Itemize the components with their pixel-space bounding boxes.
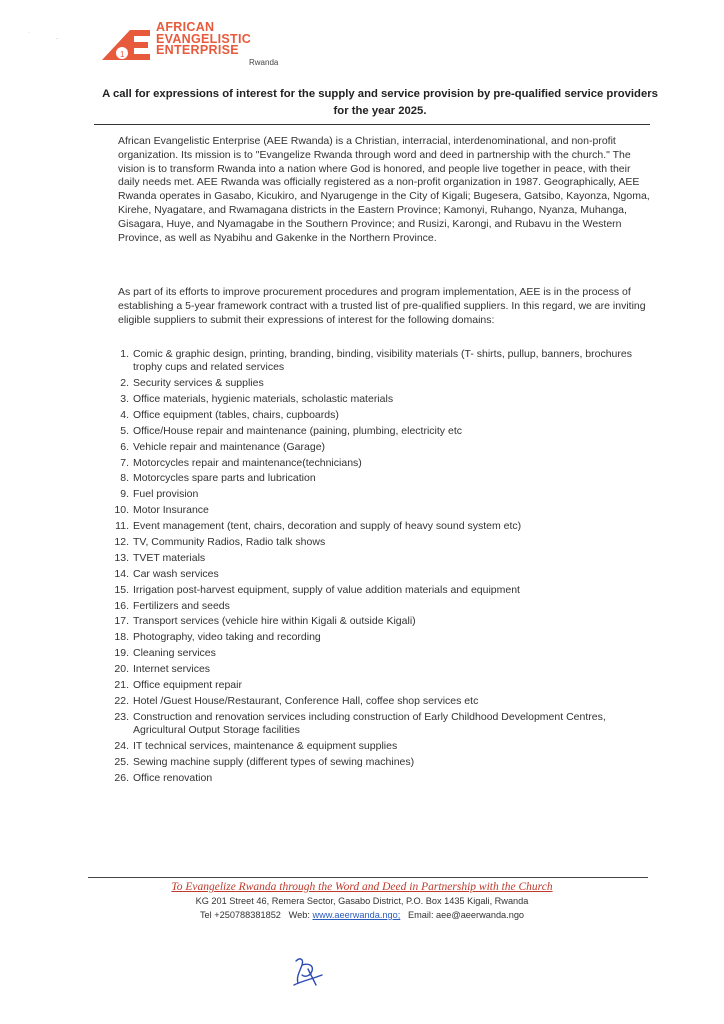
domain-number: 15. [114,583,129,596]
domain-number: 9. [120,488,129,501]
domain-item [114,631,653,644]
domain-text: Comic & graphic design, printing, branding, binding, visibility materials (T- shirts, pullup, banners, brochures trophy cups and related services [133,348,632,374]
domain-item [114,615,653,628]
svg-text:·: · [28,30,30,36]
domain-text: Fertilizers and seeds [133,599,230,612]
logo-line-1: AFRICAN [156,20,215,34]
domain-number: 25. [114,755,129,768]
domain-item [114,647,653,660]
domain-number: 26. [114,771,129,784]
domain-item [120,348,653,374]
domain-item [114,771,653,785]
svg-text:-: - [56,36,58,42]
domains-list [114,348,653,788]
intro-paragraph: African Evangelistic Enterprise (AEE Rwanda) is a Christian, interracial, interdenominational, and non-profit organization. Its mission is to "Evangelize Rwanda through word and deed in partnership with the church." The vision is to transform Rwanda into a nation where God is honored, and people live together in peace, with their daily needs met. AEE Rwanda was officially registered as a non-profit organization in 1987. Geographically, AEE Rwanda operates in Gasabo, Kicukiro, and Nyarugenge in the City of Kigali; Bugesera, Gatsibo, Kayonza, Ngoma, Kirehe, Nyagatare, and Rwamagana districts in the Eastern Province; Kamonyi, Ruhango, Nyanza, Muhanga, Gisagara, Huye, and Nyamagabe in the Southern Province; and Rusizi, Karongi, and Rubavu in the Western Province, as well as Nyabihu and Gakenke in the Northern Province. [118,135,650,244]
domain-text: Sewing machine supply (different types of sewing machines) [133,755,415,768]
domain-text: Fuel provision [133,488,199,501]
domain-text: Event management (tent, chairs, decoration and supply of heavy sound system etc) [133,520,522,533]
corner-marks [26,26,66,46]
domain-item [114,755,653,769]
domain-number: 22. [114,694,129,707]
domain-number: 13. [114,551,129,564]
document-heading: A call for expressions of interest for the supply and service provision by pre-qualified service providers for the year 2025. [102,88,658,117]
aee-logo [100,20,290,70]
domain-number: 20. [114,663,129,676]
domain-number: 8. [120,472,129,485]
domain-number: 1. [120,348,129,360]
domain-text: Vehicle repair and maintenance (Garage) [133,440,326,453]
domain-number: 23. [114,710,129,723]
aee-logo-icon [100,26,152,66]
efforts-paragraph: As part of its efforts to improve procurement procedures and program implementation, AEE is in the process of establishing a 5-year framework contract with a trusted list of pre-qualified suppliers. In this regard, we are inviting eligible suppliers to submit their expressions of interest for the following domains: [118,286,646,326]
domain-item [120,440,653,454]
domain-item [120,408,653,422]
domain-item [114,567,653,581]
domain-number: 16. [114,599,129,612]
domain-item [114,663,653,676]
domain-number: 19. [114,647,129,660]
footer-divider [88,877,648,878]
footer-contact [0,910,724,920]
domain-text: Hotel /Guest House/Restaurant, Conference Hall, coffee shop services etc [133,694,479,707]
domain-number: 4. [120,408,129,421]
domain-text: Office materials, hygienic materials, scholastic materials [133,392,394,405]
domain-item [120,488,653,501]
domain-text: Transport services (vehicle hire within Kigali & outside Kigali) [133,615,416,628]
domain-text: Office equipment repair [133,679,242,692]
domain-item [120,424,653,438]
domain-text: Internet services [133,663,211,676]
domain-item [120,392,653,406]
domain-item [114,599,653,613]
domain-text: Photography, video taking and recording [133,631,321,644]
domain-item [114,679,653,692]
footer-tel: Tel +250788381852 [199,910,281,920]
domain-text: TVET materials [133,551,206,564]
domain-item [114,536,653,549]
domain-number: 18. [114,631,129,644]
domain-item [115,520,653,533]
domain-text: Motor Insurance [133,504,209,517]
footer-web-link[interactable]: www.aeerwanda.ngo; [312,910,401,920]
domain-item [114,583,653,597]
domain-text: Motorcycles repair and maintenance(technicians) [133,456,362,469]
svg-text:1: 1 [120,50,125,59]
domain-number: 3. [120,392,129,405]
domain-text: Office renovation [133,771,213,784]
domain-number: 2. [120,377,129,390]
domain-number: 14. [114,567,129,580]
domain-text: Motorcycles spare parts and lubrication [133,472,316,485]
domain-text: IT technical services, maintenance & equipment supplies [133,739,398,752]
logo-line-2: EVANGELISTIC [156,31,252,46]
domain-text: Office/House repair and maintenance (paining, plumbing, electricity etc [133,424,462,437]
domain-text: Car wash services [133,567,219,580]
domain-item [114,504,653,517]
domain-text: Cleaning services [133,647,216,660]
domain-text: Security services & supplies [133,377,264,390]
domain-text: Construction and renovation services including construction of Early Childhood Development Centres, Agricultural Output Storage facilities [133,710,606,736]
domain-item [120,377,653,390]
domain-text: Office equipment (tables, chairs, cupboards) [133,408,339,421]
domain-number: 6. [120,440,129,453]
domain-item [120,472,653,485]
domain-number: 10. [114,504,129,517]
domain-number: 12. [114,536,129,548]
domain-number: 11. [115,520,129,533]
domain-number: 7. [120,456,129,469]
signature-mark [290,955,326,989]
domain-number: 24. [114,739,129,752]
heading-divider [94,124,650,125]
domain-item [114,551,653,565]
domain-number: 17. [114,615,129,628]
footer-address: KG 201 Street 46, Remera Sector, Gasabo District, P.O. Box 1435 Kigali, Rwanda [195,896,529,906]
logo-subtitle: Rwanda [249,58,279,67]
footer-web-label: Web: [288,910,310,920]
domain-text: TV, Community Radios, Radio talk shows [133,536,326,548]
domain-text: Irrigation post-harvest equipment, supply of value addition materials and equipment [133,583,520,596]
domain-item [114,739,653,753]
logo-line-3: ENTERPRISE [156,43,239,57]
footer-email: Email: aee@aeerwanda.ngo [407,910,525,920]
domain-number: 21. [114,679,129,692]
domain-number: 5. [120,424,129,437]
domain-item [120,456,653,470]
footer-motto: To Evangelize Rwanda through the Word and Deed in Partnership with the Church [171,881,553,893]
domain-item [114,710,653,737]
domain-item [114,694,653,708]
